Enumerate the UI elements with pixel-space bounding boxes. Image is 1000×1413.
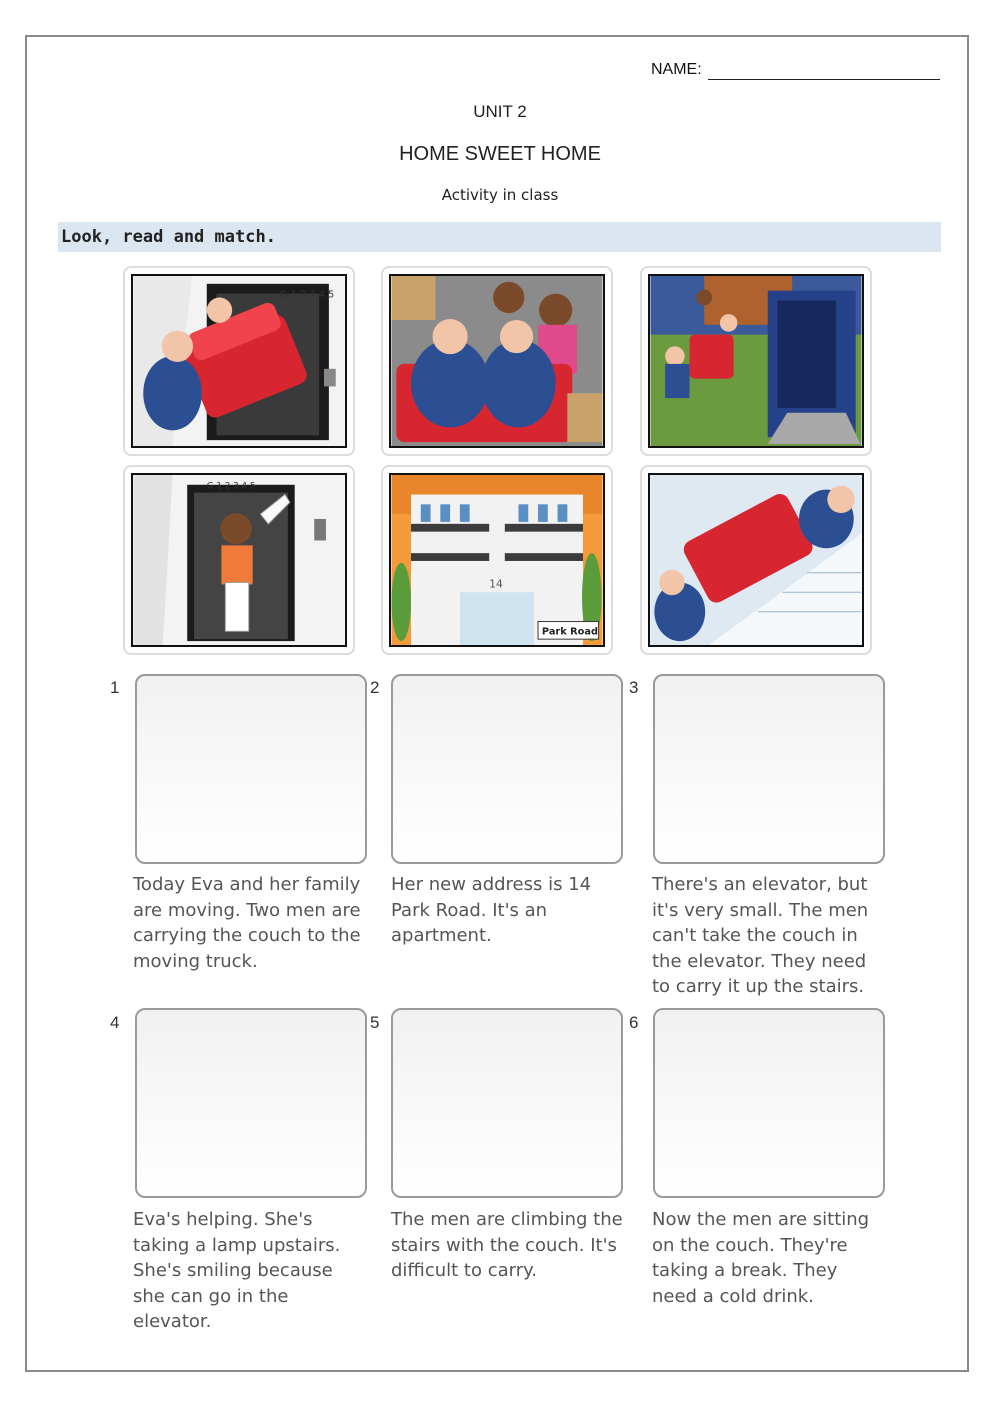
match-text-4: Eva's helping. She's taking a lamp upstairs. She's smiling because she can go in the elevator. (133, 1209, 341, 1332)
picture-card-4[interactable] (123, 465, 355, 655)
floor-indicator-sign: G 1 2 3 4 5 (206, 481, 256, 492)
floor-indicator-sign: G 1 2 3 4 5 (280, 289, 335, 301)
match-text-6: Now the men are sitting on the couch. They're taking a break. They need a cold drink. (652, 1209, 870, 1307)
page-subtitle: Activity in class (441, 186, 559, 204)
name-answer-line[interactable] (708, 79, 940, 80)
resting-on-couch-illustration (389, 274, 605, 448)
drop-box-1[interactable] (135, 674, 367, 864)
match-number-6: 6 (629, 1013, 639, 1032)
elevator-couch-illustration (131, 274, 347, 448)
match-number-2: 2 (370, 678, 380, 697)
unit-heading: UNIT 2 (473, 102, 527, 121)
match-number-3: 3 (629, 678, 639, 697)
instruction-bar: Look, read and match. (58, 222, 941, 252)
match-number-5: 5 (370, 1013, 380, 1032)
drop-box-4[interactable] (135, 1008, 367, 1198)
picture-card-2[interactable] (381, 266, 613, 456)
match-text-2: Her new address is 14 Park Road. It's an apartment. (391, 874, 592, 946)
eva-elevator-lamp-illustration (131, 473, 347, 647)
stairs-couch-illustration (648, 473, 864, 647)
picture-card-5[interactable] (381, 465, 613, 655)
match-number-1: 1 (110, 678, 120, 697)
drop-box-6[interactable] (653, 1008, 885, 1198)
picture-card-3[interactable] (640, 266, 872, 456)
picture-card-6[interactable] (640, 465, 872, 655)
moving-truck-illustration (648, 274, 864, 448)
match-number-4: 4 (110, 1013, 120, 1032)
picture-card-1[interactable] (123, 266, 355, 456)
drop-box-3[interactable] (653, 674, 885, 864)
page-title: HOME SWEET HOME (399, 143, 601, 165)
match-text-1: Today Eva and her family are moving. Two men are carrying the couch to the moving truck. (133, 874, 361, 972)
drop-box-2[interactable] (391, 674, 623, 864)
match-text-3: There's an elevator, but it's very small. The men can't take the couch in the elevator. They need to carry it up the stairs. (652, 874, 869, 997)
drop-box-5[interactable] (391, 1008, 623, 1198)
name-label: NAME: (651, 61, 702, 78)
match-text-5: The men are climbing the stairs with the couch. It's difficult to carry. (391, 1209, 623, 1281)
apartment-building-illustration (389, 473, 605, 647)
street-sign: Park Road (541, 626, 598, 638)
building-number: 14 (489, 577, 503, 591)
